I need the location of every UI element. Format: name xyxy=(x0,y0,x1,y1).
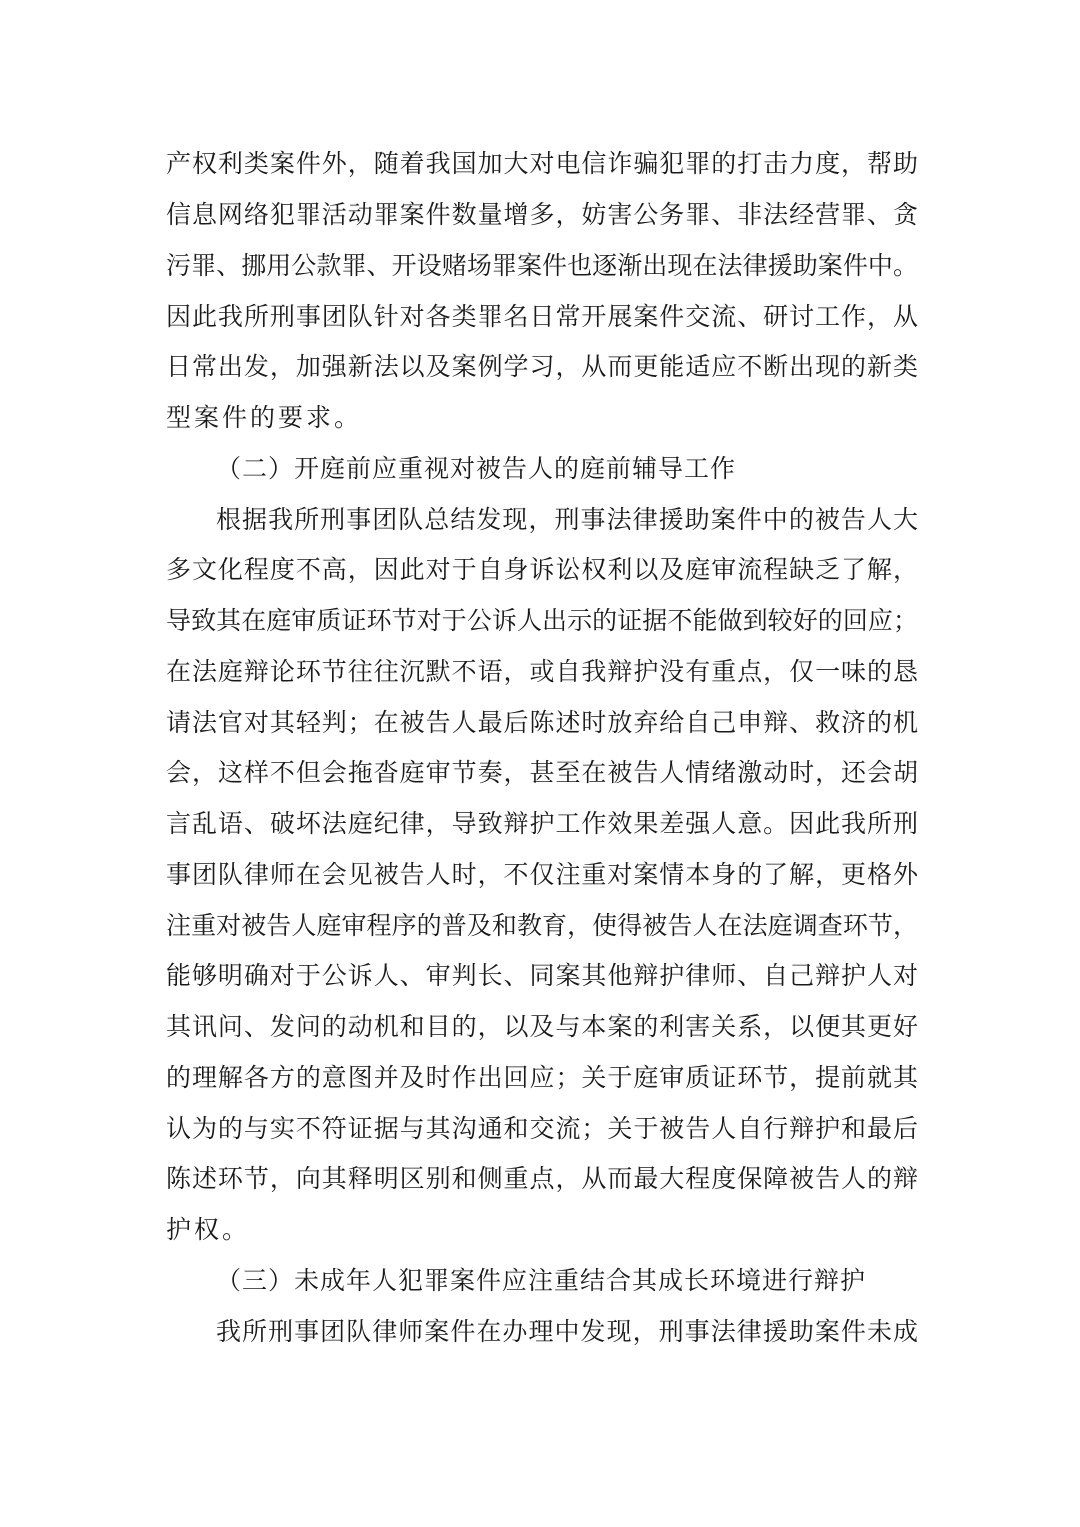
text-line: 日常出发，加强新法以及案例学习，从而更能适应不断出现的新类 xyxy=(166,352,918,381)
text-line: 其讯问、发问的动机和目的，以及与本案的利害关系，以便其更好 xyxy=(166,1012,918,1041)
text-line: 陈述环节，向其释明区别和侧重点，从而最大程度保障被告人的辩 xyxy=(166,1164,918,1193)
text-line: 护权。 xyxy=(166,1215,251,1244)
text-line: 多文化程度不高，因此对于自身诉讼权利以及庭审流程缺乏了解， xyxy=(166,555,918,584)
text-line: 型案件的要求。 xyxy=(166,403,363,432)
text-line: 事团队律师在会见被告人时，不仅注重对案情本身的了解，更格外 xyxy=(166,860,918,889)
text-line: 能够明确对于公诉人、审判长、同案其他辩护律师、自己辩护人对 xyxy=(166,961,918,990)
section-heading-3: （三）未成年人犯罪案件应注重结合其成长环境进行辩护 xyxy=(216,1266,867,1295)
text-line: 信息网络犯罪活动罪案件数量增多，妨害公务罪、非法经营罪、贪 xyxy=(166,200,918,229)
text-line: 会，这样不但会拖沓庭审节奏，甚至在被告人情绪激动时，还会胡 xyxy=(166,758,918,787)
text-line: 认为的与实不符证据与其沟通和交流；关于被告人自行辩护和最后 xyxy=(166,1114,918,1143)
paragraph-first-line: 根据我所刑事团队总结发现，刑事法律援助案件中的被告人大 xyxy=(216,505,918,534)
text-line: 产权利类案件外，随着我国加大对电信诈骗犯罪的打击力度，帮助 xyxy=(166,149,918,178)
text-line: 污罪、挪用公款罪、开设赌场罪案件也逐渐出现在法律援助案件中。 xyxy=(166,251,918,280)
text-line: 注重对被告人庭审程序的普及和教育，使得被告人在法庭调查环节， xyxy=(166,911,918,940)
text-line: 因此我所刑事团队针对各类罪名日常开展案件交流、研讨工作，从 xyxy=(166,302,918,331)
text-line: 言乱语、破坏法庭纪律，导致辩护工作效果差强人意。因此我所刑 xyxy=(166,809,918,838)
paragraph-first-line: 我所刑事团队律师案件在办理中发现，刑事法律援助案件未成 xyxy=(216,1317,918,1346)
text-line: 导致其在庭审质证环节对于公诉人出示的证据不能做到较好的回应； xyxy=(166,606,918,635)
text-line: 请法官对其轻判；在被告人最后陈述时放弃给自己申辩、救济的机 xyxy=(166,708,918,737)
text-line: 在法庭辩论环节往往沉默不语，或自我辩护没有重点，仅一味的恳 xyxy=(166,657,918,686)
section-heading-2: （二）开庭前应重视对被告人的庭前辅导工作 xyxy=(216,454,737,483)
text-line: 的理解各方的意图并及时作出回应；关于庭审质证环节，提前就其 xyxy=(166,1063,918,1092)
